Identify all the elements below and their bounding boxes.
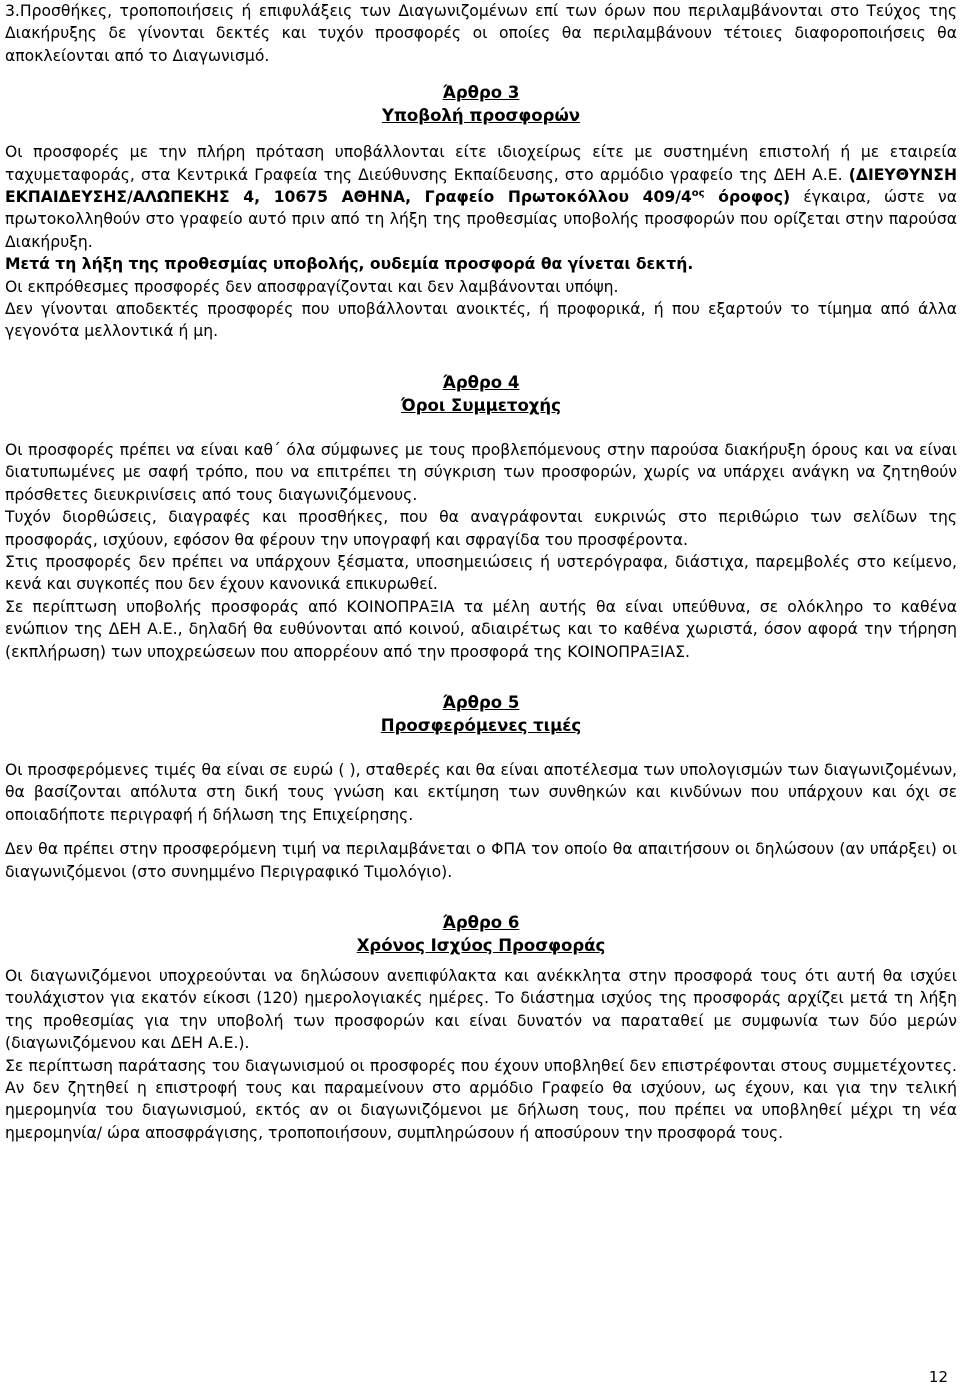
- intro-paragraph: 3.Προσθήκες, τροποποιήσεις ή επιφυλάξεις των Διαγωνιζομένων επί των όρων που περιλαμβάνονται στο Τεύχος της Διακήρυξης δε γίνονται δεκτές και τυχόν προσφορές οι οποίες θα περιλαμβάνουν τέτοιες διαφοροποιήσεις θα αποκλείονται από το Διαγωνισμό.: [5, 2, 957, 65]
- article-5-paragraph-2: Δεν θα πρέπει στην προσφερόμενη τιμή να περιλαμβάνεται ο ΦΠΑ τον οποίο θα απαιτήσουν οι δηλώσουν (αν υπάρξει) οι διαγωνιζόμενοι (στο συνημμένο Περιγραφικό Τιμολόγιο).: [5, 840, 957, 881]
- article-4-number: Άρθρο 4: [442, 372, 520, 392]
- article-3-heading: [5, 81, 957, 127]
- article-5-heading: [5, 691, 957, 737]
- article-3-p1-superscript: ος: [691, 187, 705, 199]
- article-6-paragraph-2: Σε περίπτωση παράτασης του διαγωνισμού οι προσφορές που έχουν υποβληθεί δεν επιστρέφονται στους συμμετέχοντες. Αν δεν ζητηθεί η επιστροφή τους και παραμείνουν στο αρμόδιο Γραφείο θα ισχύουν, ως έχουν, και για την τελική ημερομηνία του διαγωνισμού, εκτός αν οι διαγωνιζόμενοι με δήλωση τους, που πρέπει να υποβληθεί μέχρι τη νέα ημερομηνία/ ώρα αποσφράγισης, τροποποιήσουν, συμπληρώσουν ή αποσύρουν την προσφορά τους.: [5, 1056, 957, 1142]
- article-6-paragraph-1: Οι διαγωνιζόμενοι υποχρεούνται να δηλώσουν ανεπιφύλακτα και ανέκκλητα στην προσφορά τους ότι αυτή θα ισχύει τουλάχιστον για εκατόν είκοσι (120) ημερολογιακές ημέρες. Το διάστημα ισχύος της προσφοράς αρχίζει μετά τη λήξη της προθεσμίας για την υποβολή των προσφορών και είναι δυνατόν να παραταθεί με συμφωνία των δύο μερών (διαγωνιζόμενου και ΔΕΗ Α.Ε.).: [5, 966, 957, 1053]
- article-3-p1-text-end: έγκαιρα, ώστε να πρωτοκολληθούν στο γραφείο αυτό πριν από τη λήξη της προθεσμίας υποβολής προσφορών που ορίζεται στην παρούσα Διακήρυξη.: [5, 188, 957, 251]
- article-3-title: Υποβολή προσφορών: [381, 106, 581, 126]
- article-6-number: Άρθρο 6: [442, 912, 520, 932]
- article-4-title: Όροι Συμμετοχής: [401, 395, 561, 415]
- article-4-paragraph-1: Οι προσφορές πρέπει να είναι καθ΄ όλα σύμφωνες με τους προβλεπόμενους στην παρούσα διακήρυξη όρους και να είναι διατυπωμένες με σαφή τρόπο, που να επιτρέπει τη σύγκριση των προσφορών, χωρίς να υπάρχει ανάγκη να ζητηθούν πρόσθετες διευκρινίσεις από τους διαγωνιζόμενους.: [5, 440, 957, 504]
- article-5-paragraph-1: Οι προσφερόμενες τιμές θα είναι σε ευρώ ( ), σταθερές και θα είναι αποτέλεσμα των υπολογισμών των διαγωνιζομένων, θα βασίζονται απόλυτα στη δική τους γνώση και εκτίμηση των συνθηκών και κινδύνων που υπάρχουν και όχι σε οποιαδήποτε περιγραφή ή δήλωση της Επιχείρησης.: [5, 760, 957, 824]
- article-4-heading: [5, 371, 957, 417]
- document-body: [5, 0, 957, 1144]
- article-3-p1-text: Οι προσφορές με την πλήρη πρόταση υποβάλλονται είτε ιδιοχείρως είτε με συστημένη επιστολή ή με εταιρεία ταχυμεταφοράς, στα Κεντρικά Γραφεία της Διεύθυνσης Εκπαίδευσης, στο αρμόδιο γραφείο της ΔΕΗ Α.Ε.: [5, 143, 957, 184]
- article-3-paragraph-1: [5, 141, 957, 253]
- article-3-paragraph-4: Δεν γίνονται αποδεκτές προσφορές που υποβάλλονται ανοικτές, ή προφορικά, ή που εξαρτούν το τίμημα από άλλα γεγονότα μελλοντικά ή μη.: [5, 300, 957, 341]
- article-3-paragraph-2: Μετά τη λήξη της προθεσμίας υποβολής, ουδεμία προσφορά θα γίνεται δεκτή.: [5, 255, 694, 274]
- article-6-title: Χρόνος Ισχύος Προσφοράς: [356, 935, 606, 955]
- article-6-heading: [5, 911, 957, 957]
- article-4-paragraph-2: Τυχόν διορθώσεις, διαγραφές και προσθήκες, που θα αναγράφονται ευκρινώς στο περιθώριο των σελίδων της προσφοράς, ισχύουν, εφόσον θα φέρουν την υπογραφή και σφραγίδα του προσφέροντα.: [5, 508, 957, 549]
- article-4-paragraph-4: Σε περίπτωση υποβολής προσφοράς από ΚΟΙΝΟΠΡΑΞΙΑ τα μέλη αυτής θα είναι υπεύθυνα, σε ολόκληρο το καθένα ενώπιον της ΔΕΗ Α.Ε., δηλαδή θα ευθύνονται από κοινού, αδιαιρέτως και το καθένα χωριστά, όσον αφορά την τήρηση (εκπλήρωση) των υποχρεώσεων που απορρέουν από την προσφορά της ΚΟΙΝΟΠΡΑΞΙΑΣ.: [5, 597, 957, 661]
- article-3-p1-floor: όροφος): [704, 188, 791, 207]
- article-5-title: Προσφερόμενες τιμές: [380, 715, 582, 735]
- article-3-paragraph-3: Οι εκπρόθεσμες προσφορές δεν αποσφραγίζονται και δεν λαμβάνονται υπόψη.: [5, 277, 619, 296]
- article-4-paragraph-3: Στις προσφορές δεν πρέπει να υπάρχουν ξέσματα, υποσημειώσεις ή υστερόγραφα, διάστιχα, παρεμβολές στο κείμενο, κενά και συγκοπές που δεν έχουν κανονικά επικυρωθεί.: [5, 552, 957, 594]
- article-3-p1-address: (ΔΙΕΥΘΥΝΣΗ ΕΚΠΑΙΔΕΥΣΗΣ/ΑΛΩΠΕΚΗΣ 4, 10675 ΑΘΗΝΑ, Γραφείο Πρωτοκόλλου 409/4: [5, 165, 957, 207]
- page-number: 12: [928, 1368, 948, 1386]
- article-5-number: Άρθρο 5: [442, 692, 520, 712]
- article-3-number: Άρθρο 3: [442, 83, 520, 103]
